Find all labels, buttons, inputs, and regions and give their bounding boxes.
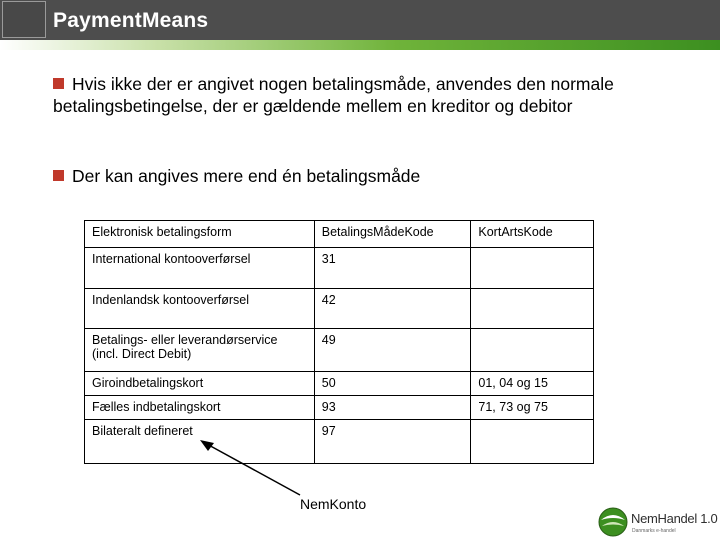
table-cell: Giroindbetalingskort [85,372,315,396]
logo-name: NemHandel 1.0 [631,511,718,526]
arrowhead-icon [200,440,214,451]
bullet-2-text: Der kan angives mere end én betalingsmåde [72,166,421,186]
table-cell: 97 [314,420,471,464]
table-cell: Bilateralt defineret [85,420,315,464]
table-cell: 49 [314,329,471,372]
nemkonto-label: NemKonto [300,496,367,512]
table-cell: 93 [314,396,471,420]
table-cell: International kontooverførsel [85,248,315,289]
table-cell: Indenlandsk kontooverførsel [85,289,315,329]
table-cell: 01, 04 og 15 [471,372,594,396]
table-cell: 50 [314,372,471,396]
header-cell: Elektronisk betalingsform [85,221,315,248]
header-cell: KortArtsKode [471,221,594,248]
table-cell: 71, 73 og 75 [471,396,594,420]
header-cell: BetalingsMådeKode [314,221,471,248]
table-cell: 42 [314,289,471,329]
table-cell: Fælles indbetalingskort [85,396,315,420]
globe-logo-icon [597,506,629,538]
nemhandel-logo [597,506,717,540]
table-cell: Betalings- eller leverandørservice (incl. Direct Debit) [85,329,315,372]
bullet-1-text: Hvis ikke der er angivet nogen betalingsmåde, anvendes den normale betalingsbetingelse, der er gældende mellem en kreditor og debitor [53,74,614,116]
slide-title: PaymentMeans [53,9,209,32]
logo-tagline: Danmarks e-handel [632,528,676,534]
table-cell: 31 [314,248,471,289]
